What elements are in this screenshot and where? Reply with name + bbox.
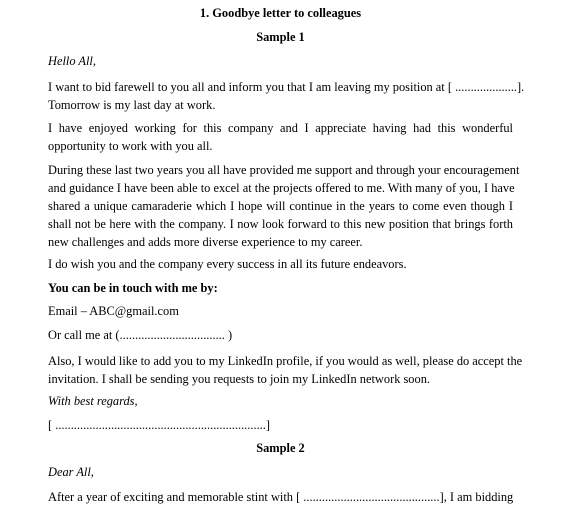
sample-1-signature: [ ....................................................................] — [48, 418, 270, 432]
sample-1-paragraph-5 — [48, 352, 523, 388]
sample-1-heading: Sample 1 — [256, 30, 305, 44]
contact-heading: You can be in touch with me by: — [48, 281, 218, 295]
paragraph-line: and guidance I have been able to excel at the projects offered to me. With many of you, I have — [48, 181, 515, 195]
paragraph-line: invitation. I shall be sending you requests to join my LinkedIn network soon. — [48, 372, 430, 386]
contact-email: Email – ABC@gmail.com — [48, 304, 179, 318]
document-title: 1. Goodbye letter to colleagues — [199, 6, 362, 20]
paragraph-line: After a year of exciting and memorable stint with [ ............................................], I am bidding — [48, 490, 514, 504]
sample-1-closing: With best regards, — [48, 394, 138, 408]
paragraph-line: I have enjoyed working for this company and I appreciate having had this wonderful — [48, 121, 513, 135]
sample-1-greeting: Hello All, — [48, 54, 96, 68]
paragraph-line: Tomorrow is my last day at work. — [48, 98, 216, 112]
paragraph-line: shared a unique camaraderie which I hope will continue in the years to come even though I — [48, 199, 513, 213]
sample-2-paragraph-1 — [48, 488, 513, 506]
paragraph-line: Also, I would like to add you to my LinkedIn profile, if you would as well, please do accept the — [48, 354, 523, 368]
paragraph-line: opportunity to work with you all. — [48, 139, 213, 153]
paragraph-line: During these last two years you all have provided me support and through your encouragement — [48, 163, 520, 177]
paragraph-line: I want to bid farewell to you all and inform you that I am leaving my position at [ ....................]. — [48, 80, 525, 94]
sample-1-paragraph-1 — [48, 78, 525, 114]
sample-1-paragraph-2 — [48, 119, 513, 155]
sample-2-heading: Sample 2 — [256, 441, 305, 455]
paragraph-line: new challenges and adds more diverse experience to my career. — [48, 235, 363, 249]
sample-1-paragraph-3 — [48, 161, 520, 251]
sample-2-greeting: Dear All, — [48, 465, 94, 479]
sample-1-paragraph-4: I do wish you and the company every success in all its future endeavors. — [48, 257, 407, 271]
paragraph-line: shall not be here with the company. I now look forward to this new position that brings forth — [48, 217, 513, 231]
contact-phone: Or call me at (.................................. ) — [48, 328, 233, 342]
